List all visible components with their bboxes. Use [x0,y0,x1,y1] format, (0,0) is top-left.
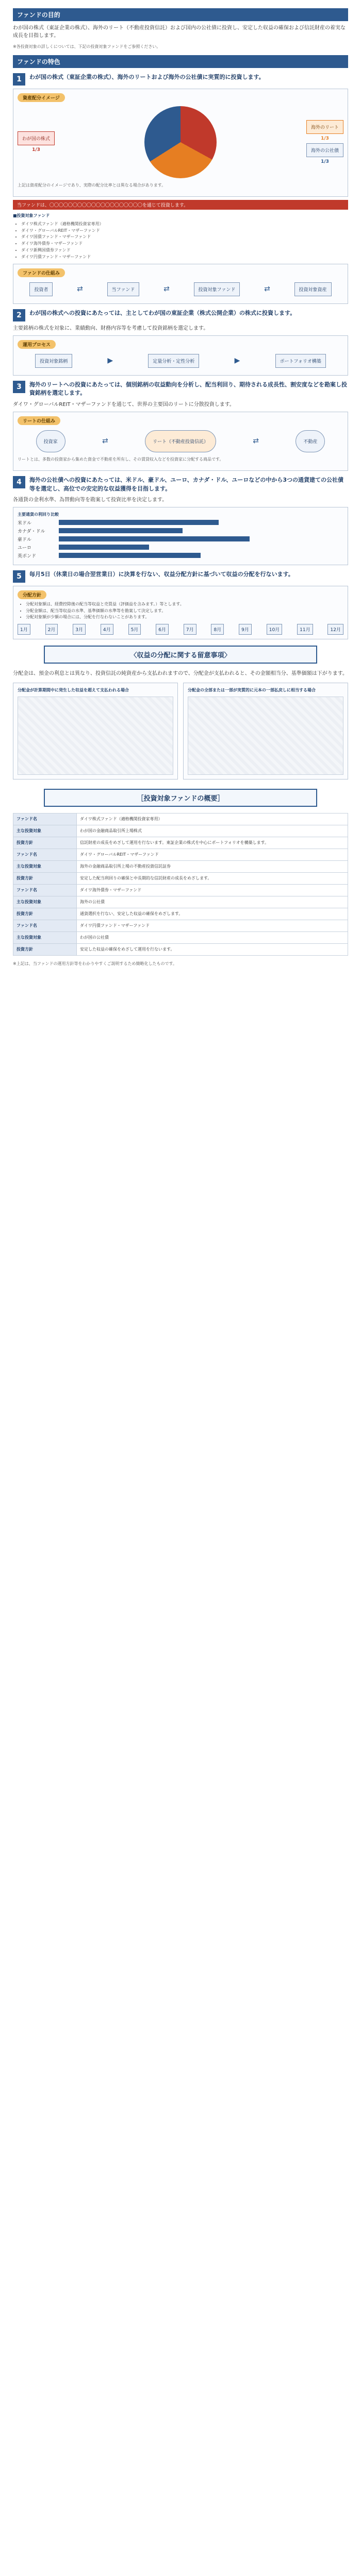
market-box: 投資対象資産 [294,282,332,296]
process-flow [18,354,343,368]
reit-note: リートとは、多数の投資家から集めた資金で不動産を所有し、その賃貸収入などを投資家に分配する商品です。 [18,456,224,462]
table-value: ダイワ海外債券・マザーファンド [77,884,348,896]
arrow-right-icon: ⇄ [253,437,259,446]
distribution-notes-title: 〈収益の分配に関する留意事項〉 [44,646,317,664]
diagram-right-label: 分配金の全部または一部が実質的に元本の一部払戻しに相当する場合 [188,688,316,693]
target-funds-table [13,813,348,956]
section-header-purpose: ファンドの目的 [13,8,348,21]
distribution-diagrams [13,680,348,783]
table-key: ファンド名 [13,920,77,931]
table-key: ファンド名 [13,884,77,896]
table-value: わが国の金融商品取引所上場株式 [77,825,348,837]
table-row [13,837,348,849]
label-jp-stock: わが国の株式 [18,131,55,145]
table-row [13,920,348,931]
currency-bar-row [18,519,343,526]
table-value: ダイワ・グローバルREIT・マザーファンド [77,849,348,860]
process-step: ポートフォリオ構築 [275,354,326,368]
table-key: 投資方針 [13,837,77,849]
list-item: • ダイワ国債ファンド・マザーファンド [21,234,348,241]
arrow-right-icon: ⇄ [264,285,270,294]
reit-node: リート（不動産投資信託） [145,430,216,452]
process-step: 定量分析・定性分析 [148,354,199,368]
table-key: ファンド名 [13,813,77,825]
currency-bar [59,545,149,550]
currency-bar [59,553,201,558]
list-item: • 分配金額は、配当等収益の水準、基準価額の水準等を勘案して決定します。 [26,608,343,615]
table-key: ファンド名 [13,849,77,860]
table-value: 安定した配当利回りの確保と中長期的な信託財産の成長をめざします。 [77,872,348,884]
currency-bar-row [18,536,343,543]
feature-title: 毎月5日（休業日の場合翌営業日）に決算を行ない、収益分配方針に基づいて収益の分配を行ないます。 [29,570,294,578]
month-cell: 9月 [239,624,252,635]
target-fund-list [13,221,348,261]
currency-bar-row [18,552,343,559]
month-cell: 1月 [18,624,30,635]
month-cell: 6月 [156,624,169,635]
month-cell: 12月 [327,624,343,635]
structure-flow [18,282,343,296]
allocation-box [13,89,348,197]
list-item: • ダイワ円債ファンド・マザーファンド [21,254,348,261]
label-bond: 海外の公社債 [306,143,343,157]
distribution-policy-box [13,586,348,639]
month-cell: 4月 [101,624,113,635]
list-item: • 分配対象額が少額の場合には、分配を行なわないことがあります。 [26,614,343,621]
currency-bar [59,528,183,533]
arrow-right-icon: ⇄ [102,437,108,446]
table-row [13,860,348,872]
currency-label: 英ポンド [18,553,37,559]
table-value: わが国の公社債 [77,931,348,943]
pie-right-labels [306,120,343,164]
feature-3-body: ダイワ・グローバルREIT・マザーファンドを通じて、世界の主要国のリートに分散投資します。 [13,401,235,408]
feature-number: 4 [13,476,25,488]
month-cell: 3月 [73,624,86,635]
process-label: 運用プロセス [18,340,56,349]
arrow-right-icon: ⇄ [163,285,170,294]
target-fund-box: 投資対象ファンド [194,282,240,296]
investor-box: 投資者 [29,282,53,296]
value-reit: 1/3 [321,135,329,141]
diagram-left-visual [18,697,173,775]
feature-3-heading [13,381,348,398]
table-row [13,931,348,943]
distribution-policy-list [18,601,343,621]
table-value: 海外の金融商品取引所上場の不動産投資信託証券 [77,860,348,872]
purpose-note: ※各投資対象の詳しくについては、下記の投資対象ファンドをご参照ください。 [13,44,161,49]
table-row [13,908,348,920]
monthly-settlement-row [18,624,343,635]
feature-title: わが国の株式（東証企業の株式）、海外のリートおよび海外の公社債に実質的に投資します。 [29,73,265,80]
table-key: 投資方針 [13,908,77,920]
allocation-pie-chart [144,106,217,178]
reit-node: 不動産 [296,430,325,452]
table-value: 信託財産の成長をめざして運用を行ないます。東証企業の株式を中心にポートフォリオを構築します。 [77,837,348,849]
table-key: 主な投資対象 [13,825,77,837]
currency-box [13,507,348,565]
list-item: • ダイワ新興国債券ファンド [21,247,348,254]
distribution-notes-text: 分配金は、預金の利息とは異なり、投資信託の純資産から支払われますので、分配金が支払われると、その金額相当分、基準価額は下がります。 [13,671,348,677]
feature-number: 3 [13,381,25,393]
feature-1-heading [13,73,348,86]
list-item: • ダイワ・グローバルREIT・マザーファンド [21,228,348,234]
structure-box [13,264,348,304]
month-cell: 11月 [297,624,313,635]
mother-fund-bar: 当ファンドは、〇〇〇〇〇〇〇〇〇〇〇〇〇〇〇〇〇〇〇〇を通じて投資します。 [13,200,348,210]
month-cell: 7月 [184,624,196,635]
label-reit: 海外のリート [306,120,343,134]
table-value: 安定した収益の確保をめざして運用を行ないます。 [77,943,348,955]
allocation-visual [18,106,343,178]
allocation-label: 資産配分イメージ [18,93,65,102]
distribution-diagram-right [183,683,348,779]
month-cell: 5月 [128,624,141,635]
month-cell: 8月 [211,624,224,635]
table-row [13,849,348,860]
currency-chart-title: 主要通貨の利回り比較 [18,512,59,517]
feature-title: わが国の株式への投資にあたっては、主としてわが国の東証企業（株式公開企業）の株式に投資します。 [29,309,296,316]
arrow-right-icon: ▶ [234,357,240,365]
table-key: 主な投資対象 [13,896,77,908]
table-row [13,884,348,896]
currency-bar-chart [18,519,343,559]
process-box [13,335,348,376]
allocation-note: 上記は資産配分のイメージであり、実際の配分比率とは異なる場合があります。 [18,182,166,188]
feature-title: 海外のリートへの投資にあたっては、個別銘柄の収益動向を分析し、配当利回り、期待される成長性、割安度などを勘案し投資銘柄を選定します。 [29,381,347,397]
feature-2-heading [13,309,348,321]
reit-box [13,412,348,471]
currency-label: ユーロ [18,545,32,551]
table-value: ダイワ円債ファンド・マザーファンド [77,920,348,931]
currency-bar [59,536,250,541]
section-header-features: ファンドの特色 [13,55,348,68]
distribution-policy-label: 分配方針 [18,590,46,599]
reit-node: 投資家 [36,430,65,452]
target-funds-title: ［投資対象ファンドの概要］ [44,789,317,807]
target-fund-list-title: ■投資対象ファンド [13,213,50,218]
arrow-right-icon: ⇄ [77,285,83,294]
table-key: 投資方針 [13,943,77,955]
feature-number: 2 [13,309,25,321]
reit-label: リートの仕組み [18,416,60,425]
table-value: 通貨選択を行ない、安定した収益の確保をめざします。 [77,908,348,920]
page [13,0,348,967]
footer-note: ※上記は、当ファンドの運用方針等をわかりやすくご説明するため簡略化したものです。 [13,961,177,966]
purpose-text: わが国の株式（東証企業の株式）、海外のリート（不動産投資信託）および国内の公社債に投資し、安定した収益の確保および信託財産の着実な成長を目指します。 [13,25,346,39]
feature-number: 5 [13,570,25,583]
feature-4-heading [13,476,348,493]
feature-2-body: 主要銘柄の株式を対象に、業績動向、財務内容等を考慮して投資銘柄を選定します。 [13,325,209,331]
currency-bar-row [18,528,343,534]
currency-label: 豪ドル [18,537,32,543]
list-item: • ダイワ海外債券・マザーファンド [21,241,348,247]
currency-bar-row [18,544,343,551]
table-key: 主な投資対象 [13,931,77,943]
table-value: 海外の公社債 [77,896,348,908]
table-value: ダイワ株式ファンド（適格機関投資家専用） [77,813,348,825]
arrow-right-icon: ▶ [107,357,113,365]
pie-left-label [18,131,55,152]
currency-label: 米ドル [18,520,32,526]
feature-5-heading [13,570,348,583]
table-row [13,825,348,837]
table-row [13,896,348,908]
feature-number: 1 [13,73,25,86]
table-row [13,872,348,884]
month-cell: 2月 [45,624,58,635]
list-item: • 分配対象額は、経費控除後の配当等収益と売買益（評価益を含みます。）等とします。 [26,601,343,608]
table-row [13,943,348,955]
reit-flow [18,430,343,452]
month-cell: 10月 [267,624,282,635]
diagram-right-visual [188,697,343,775]
table-key: 投資方針 [13,872,77,884]
value-bond: 1/3 [321,159,329,164]
table-row [13,813,348,825]
table-key: 主な投資対象 [13,860,77,872]
value-jp-stock: 1/3 [32,147,40,153]
structure-label: ファンドの仕組み [18,268,65,277]
feature-title: 海外の公社債への投資にあたっては、米ドル、豪ドル、ユーロ、カナダ・ドル、ユーロなどの中から3つの通貨建ての公社債等を選定し、高位での安定的な収益獲得を目指します。 [29,477,344,492]
distribution-diagram-left [13,683,178,779]
feature-4-body: 各通貨の金利水準、為替動向等を勘案して投資比率を決定します。 [13,497,168,503]
diagram-left-label: 分配金が計算期間中に発生した収益を超えて支払われる場合 [18,688,129,693]
process-step: 投資対象銘柄 [35,354,72,368]
list-item: • ダイワ株式ファンド（適格機関投資家専用） [21,221,348,228]
currency-label: カナダ・ドル [18,529,45,534]
currency-bar [59,520,219,525]
fund-box: 当ファンド [107,282,140,296]
